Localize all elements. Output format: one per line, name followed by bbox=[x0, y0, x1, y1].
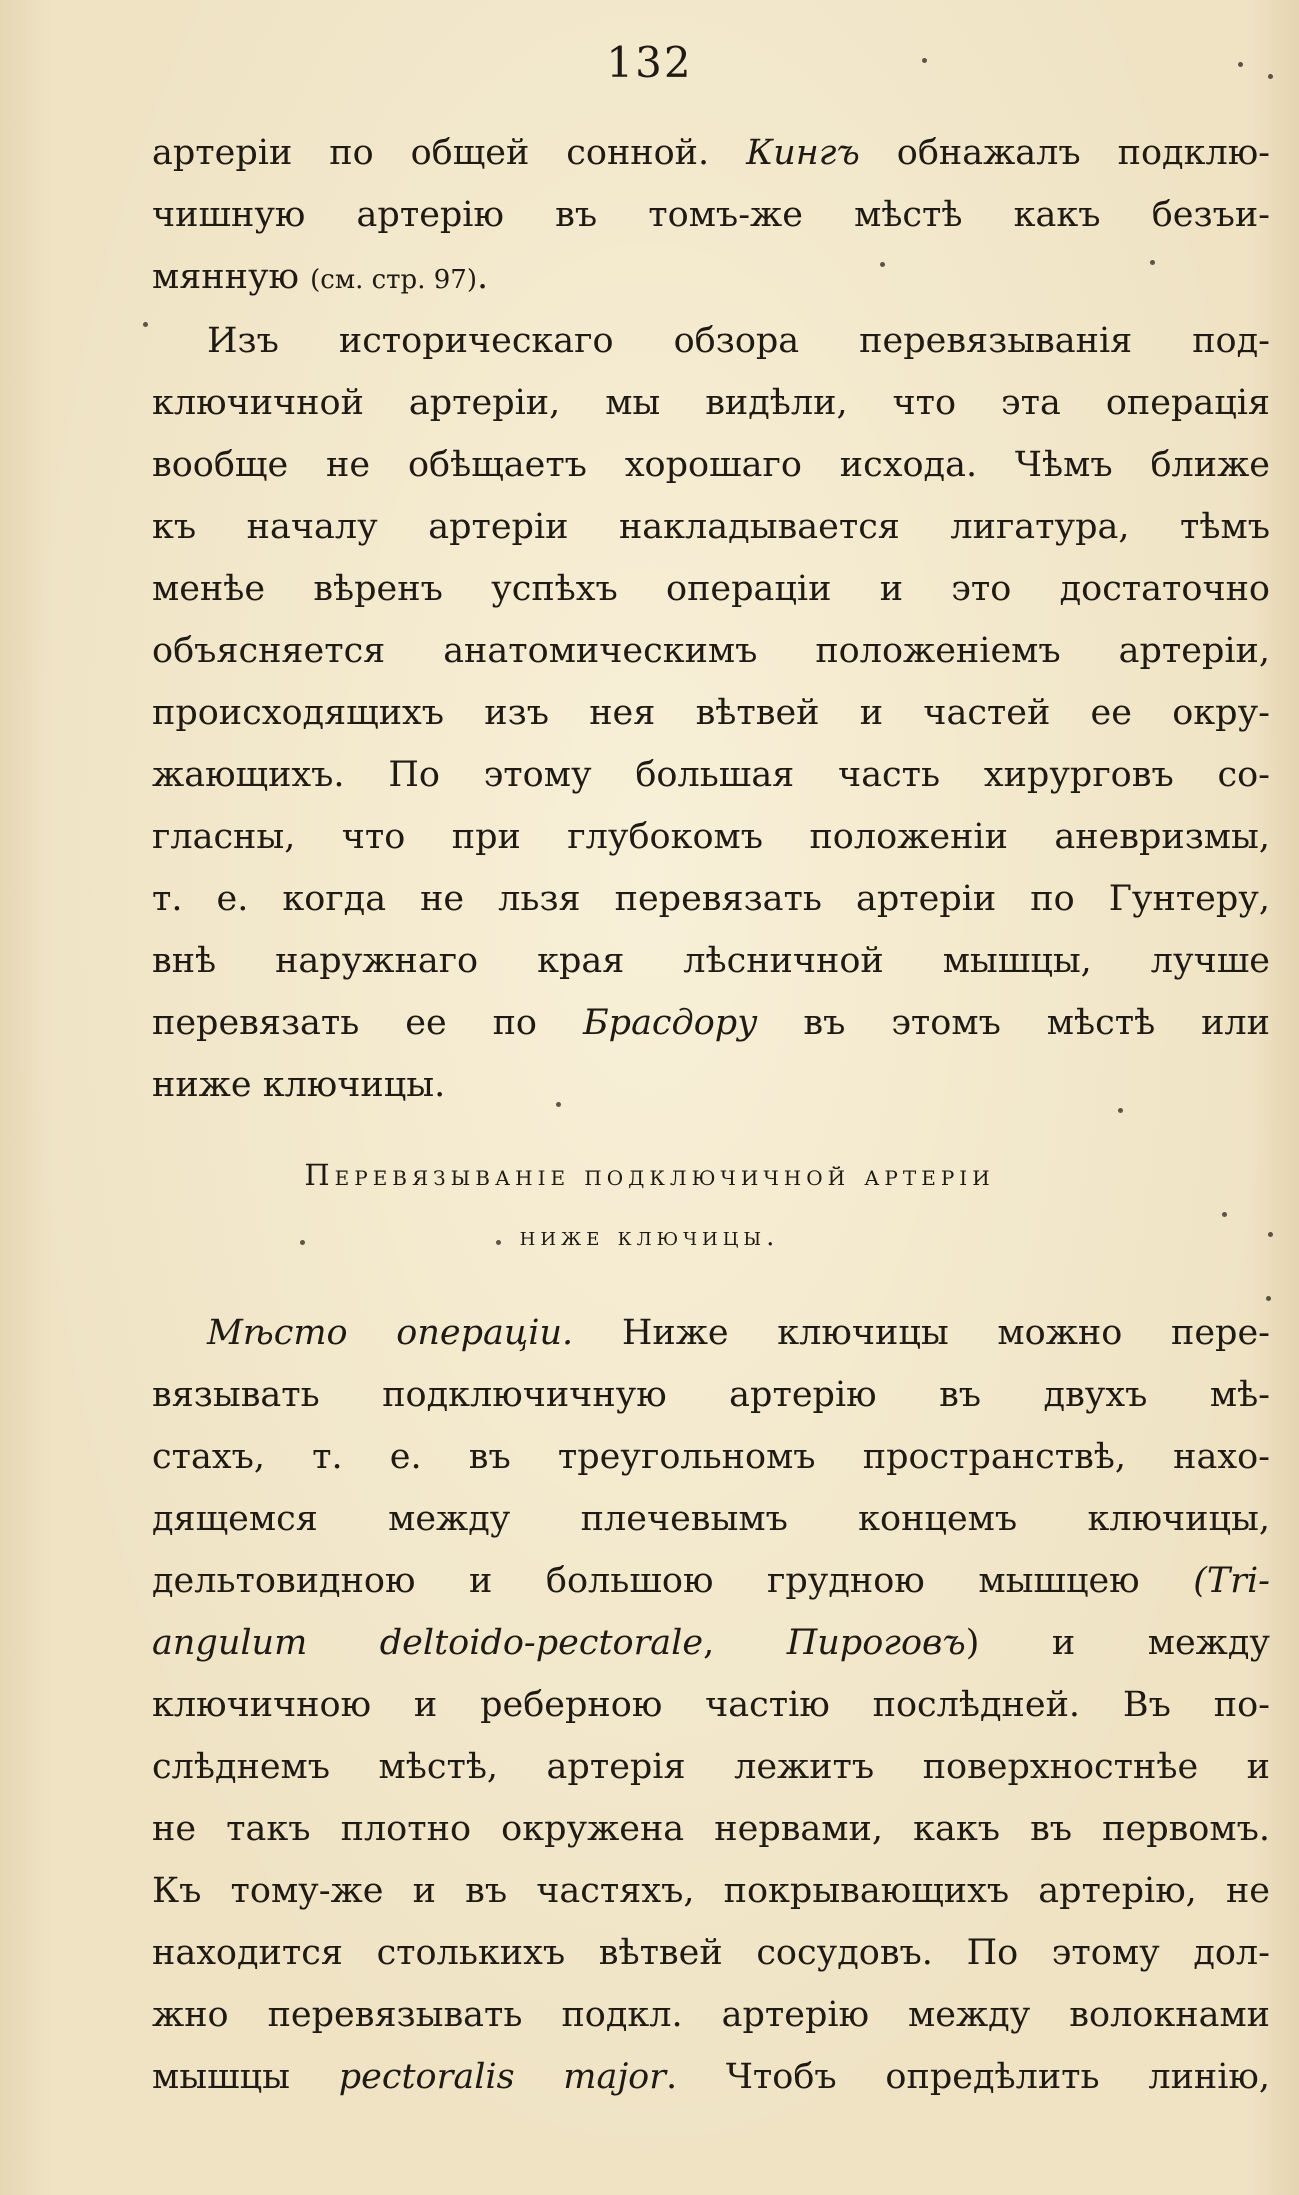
run-in-heading: Мѣсто операціи. bbox=[207, 1313, 574, 1353]
paragraph-1 bbox=[152, 122, 1270, 308]
text-line: происходящихъ изъ нея вѣтвей и частей ее окру- bbox=[152, 693, 1270, 733]
print-speck bbox=[1118, 1108, 1123, 1113]
page-number: 132 bbox=[606, 38, 693, 87]
text-line: Къ тому-же и въ частяхъ, покрывающихъ артерію, не bbox=[152, 1871, 1270, 1911]
text-line: вообще не обѣщаетъ хорошаго исхода. Чѣмъ ближе bbox=[152, 445, 1270, 485]
text-line: ключичною и реберною частію послѣдней. Въ по- bbox=[152, 1685, 1270, 1725]
print-speck bbox=[496, 1240, 501, 1245]
text-line: дельтовидною и большою грудною мышцею (Tri- bbox=[152, 1561, 1270, 1601]
text-line: объясняется анатомическимъ положеніемъ артеріи, bbox=[152, 631, 1270, 671]
author-name: Кингъ bbox=[746, 133, 860, 173]
text-line: артеріи по общей сонной. Кингъ обнажалъ подклю- bbox=[152, 133, 1270, 173]
latin-term: (Tri- bbox=[1193, 1561, 1270, 1601]
text-line: мянную (см. стр. 97). bbox=[152, 257, 489, 297]
print-speck bbox=[1238, 62, 1243, 67]
text-line: angulum deltoido-pectorale, Пироговъ) и между bbox=[152, 1623, 1270, 1663]
print-speck bbox=[1268, 74, 1273, 79]
text-line: не такъ плотно окружена нервами, какъ въ первомъ. bbox=[152, 1809, 1270, 1849]
text-line: менѣе вѣренъ успѣхъ операціи и это достаточно bbox=[152, 569, 1270, 609]
text-line: ключичной артеріи, мы видѣли, что эта операція bbox=[152, 383, 1270, 423]
author-name: Пироговъ bbox=[786, 1623, 966, 1663]
text-line: находится столькихъ вѣтвей сосудовъ. По этому дол- bbox=[152, 1933, 1270, 1973]
text-line: т. е. когда не льзя перевязать артеріи по Гунтеру, bbox=[152, 879, 1270, 919]
text-line: чишную артерію въ томъ-же мѣстѣ какъ безъи- bbox=[152, 195, 1270, 235]
text-line: слѣднемъ мѣстѣ, артерія лежитъ поверхностнѣе и bbox=[152, 1747, 1270, 1787]
text-line: жно перевязывать подкл. артерію между волокнами bbox=[152, 1995, 1270, 2035]
text-line: мышцы pectoralis major. Чтобъ опредѣлить линію, bbox=[152, 2057, 1271, 2097]
text-line: жающихъ. По этому большая часть хирурговъ со- bbox=[152, 755, 1270, 795]
print-speck bbox=[922, 58, 927, 63]
text-line: къ началу артеріи накладывается лигатура, тѣмъ bbox=[152, 507, 1270, 547]
print-speck bbox=[556, 1102, 561, 1107]
print-speck bbox=[1150, 260, 1155, 265]
print-speck bbox=[1222, 1212, 1227, 1217]
paragraph-2 bbox=[152, 310, 1270, 1116]
latin-term: pectoralis major bbox=[338, 2057, 666, 2097]
text-line: Мѣсто операціи. Ниже ключицы можно пере- bbox=[207, 1313, 1270, 1353]
paragraph-3 bbox=[152, 1302, 1270, 2108]
print-speck bbox=[1268, 1232, 1273, 1237]
print-speck bbox=[880, 262, 885, 267]
text-line: внѣ наружнаго края лѣсничной мышцы, лучше bbox=[152, 941, 1270, 981]
print-speck bbox=[143, 322, 148, 327]
text-line: дящемся между плечевымъ концемъ ключицы, bbox=[152, 1499, 1270, 1539]
author-name: Брасдору bbox=[582, 1003, 758, 1043]
text-line: ниже ключицы. bbox=[152, 1065, 446, 1105]
text-line: перевязать ее по Брасдору въ этомъ мѣстѣ или bbox=[152, 1003, 1270, 1043]
section-subheading: ниже ключицы. bbox=[519, 1222, 780, 1252]
print-speck bbox=[1266, 1296, 1271, 1301]
text-line: стахъ, т. е. въ треугольномъ пространствѣ, нахо- bbox=[152, 1437, 1270, 1477]
text-line: гласны, что при глубокомъ положеніи аневризмы, bbox=[152, 817, 1270, 857]
latin-term: angulum deltoido-pectorale bbox=[152, 1623, 704, 1663]
section-heading: Перевязываніе подключичной артеріи bbox=[304, 1158, 995, 1192]
cross-reference: (см. стр. 97) bbox=[310, 265, 477, 295]
text-line: Изъ историческаго обзора перевязыванія под- bbox=[207, 321, 1270, 361]
print-speck bbox=[300, 1240, 305, 1245]
text-line: вязывать подключичную артерію въ двухъ мѣ- bbox=[152, 1375, 1270, 1415]
